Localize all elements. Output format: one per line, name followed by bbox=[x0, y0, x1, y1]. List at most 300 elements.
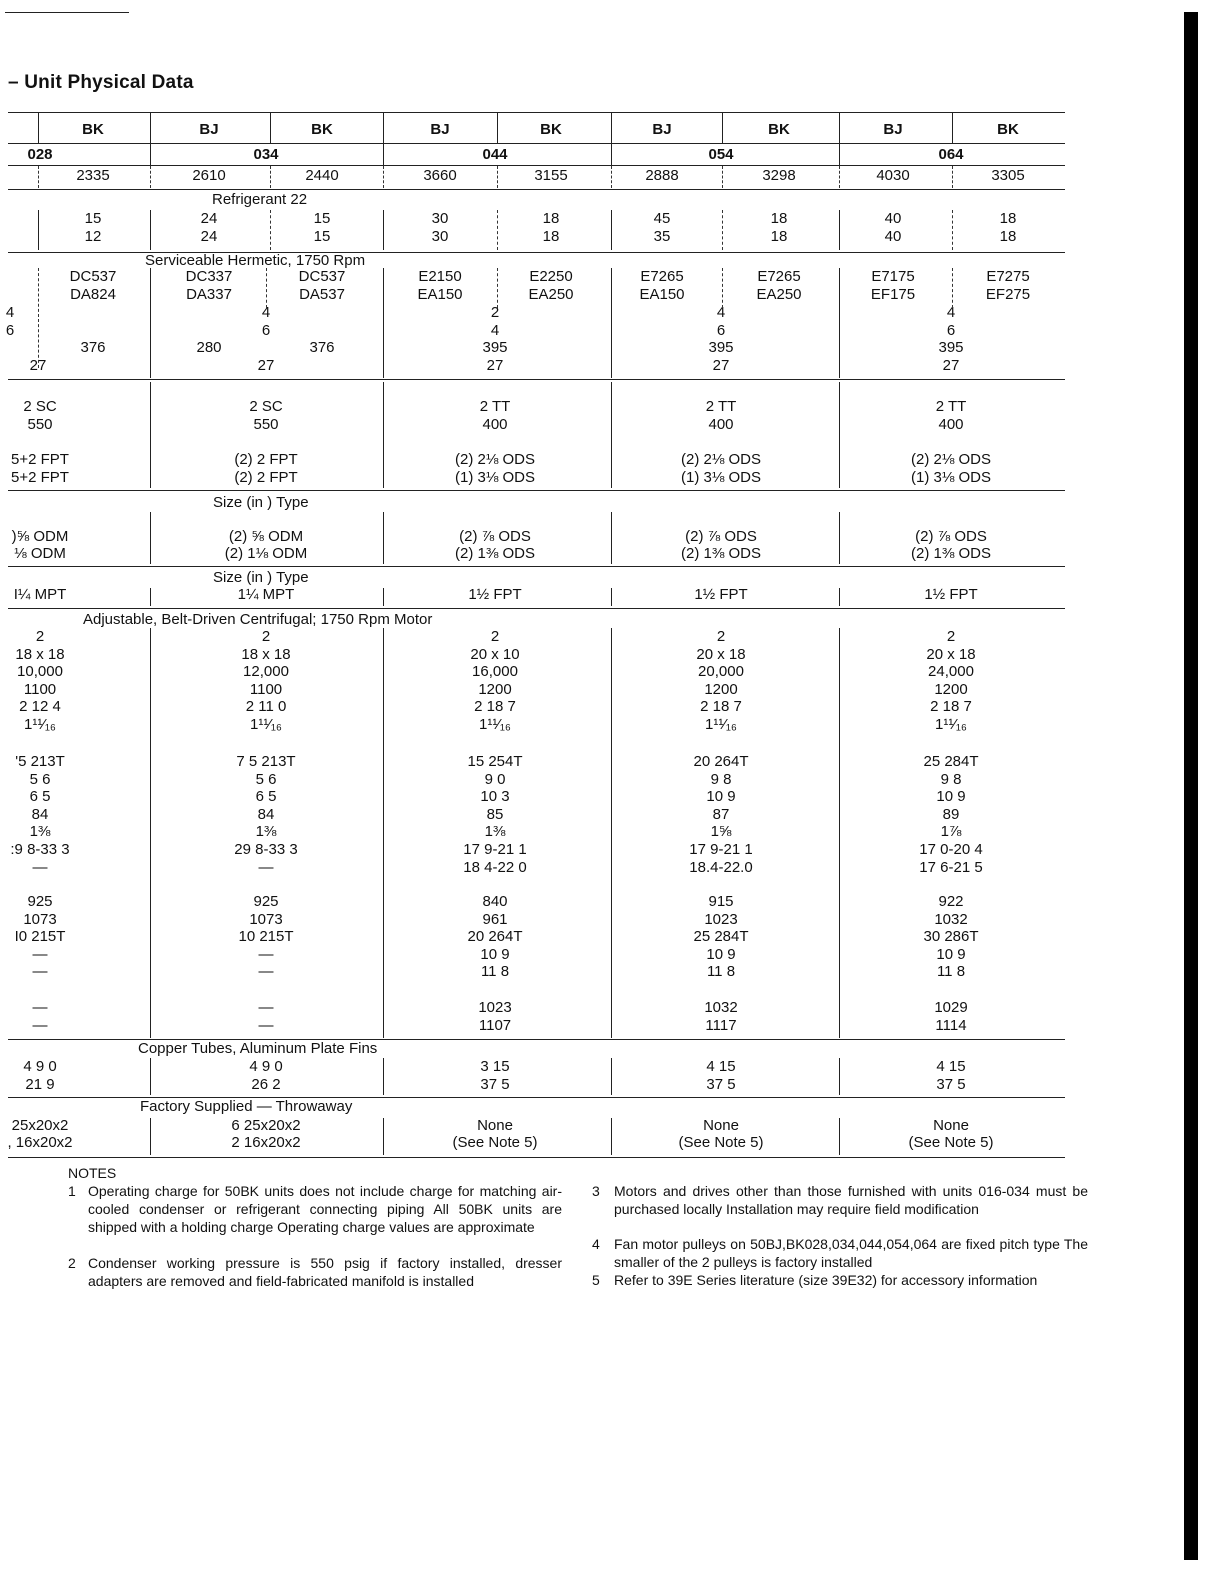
fan-value: 2 bbox=[261, 628, 271, 645]
column-divider bbox=[497, 268, 498, 308]
motor-value: — bbox=[32, 963, 48, 981]
unit-type-header: BK bbox=[540, 121, 562, 138]
note-4 bbox=[592, 1235, 1088, 1271]
fan-value: 20 x 10 bbox=[470, 645, 520, 663]
note-3 bbox=[592, 1182, 1088, 1218]
compressor-value: 27 bbox=[942, 357, 960, 374]
column-divider bbox=[839, 210, 840, 250]
weight-value: 3155 bbox=[534, 167, 568, 184]
note-2 bbox=[68, 1254, 562, 1290]
column-divider bbox=[38, 268, 39, 368]
column-divider bbox=[38, 113, 39, 143]
line-size-value: (2) 1⅜ ODS bbox=[680, 545, 762, 562]
column-divider bbox=[383, 1118, 384, 1155]
line-size-value: (2) 1⅛ ODM bbox=[224, 545, 308, 562]
column-divider bbox=[383, 512, 384, 564]
motor-value: 17 6-21 5 bbox=[919, 858, 983, 876]
weight-value: 2335 bbox=[76, 167, 110, 184]
column-divider bbox=[270, 210, 271, 250]
connection-value: 5+2 FPT bbox=[11, 451, 69, 468]
compressor-model: E7175 bbox=[871, 268, 915, 285]
column-divider bbox=[383, 166, 384, 188]
compressor-label: Serviceable Hermetic, 1750 Rpm bbox=[145, 252, 366, 269]
line-size-value: (2) ⅝ ODM bbox=[228, 528, 304, 545]
connection-value: (2) 2⅛ ODS bbox=[910, 451, 992, 468]
note-1-text: Operating charge for 50BK units does not include charge for matching air-cooled condenser or refrigerant connecting piping All 50BK units are shipped with a holding charge Operating charge values are approximate bbox=[88, 1183, 562, 1235]
fan-value: 2 11 0 bbox=[245, 698, 287, 716]
motor-value: 915 bbox=[708, 893, 734, 910]
top-rule bbox=[5, 12, 129, 13]
column-divider bbox=[497, 166, 498, 188]
column-divider bbox=[383, 588, 384, 606]
column-divider bbox=[611, 382, 612, 488]
header-rule bbox=[8, 143, 1065, 144]
charge-value: 40 bbox=[884, 228, 902, 245]
compressor-model: EA150 bbox=[639, 286, 685, 303]
column-divider bbox=[38, 210, 39, 250]
weight-value: 3660 bbox=[423, 167, 457, 184]
compressor-model: EA250 bbox=[528, 286, 574, 303]
line-size-value: ⅛ ODM bbox=[14, 545, 66, 562]
motor-value: 840 bbox=[482, 893, 508, 910]
motor-value: :9 8-33 3 bbox=[10, 841, 70, 858]
motor-value: — bbox=[32, 1016, 48, 1034]
motor-value: 18 4-22 0 bbox=[463, 858, 527, 876]
refrigerant-label: Refrigerant 22 bbox=[212, 191, 308, 208]
filter-value: (See Note 5) bbox=[452, 1134, 538, 1151]
motor-value: 10 9 bbox=[706, 788, 736, 806]
connection-value: (1) 3⅛ ODS bbox=[680, 469, 762, 486]
column-divider bbox=[270, 166, 271, 188]
valve-value: 550 bbox=[253, 416, 279, 433]
weight-value: 2610 bbox=[192, 167, 226, 184]
column-divider bbox=[270, 113, 271, 143]
fan-value: 20 x 18 bbox=[926, 645, 976, 663]
note-4-number: 4 bbox=[592, 1236, 600, 1252]
compressor-value: 395 bbox=[482, 339, 508, 356]
column-divider bbox=[722, 166, 723, 188]
fan-value: 2 bbox=[716, 628, 726, 645]
coil-value: 37 5 bbox=[480, 1076, 510, 1093]
compressor-value: 2 bbox=[490, 304, 500, 321]
table-top-rule bbox=[8, 112, 1065, 113]
line-size-value: (2) 1⅜ ODS bbox=[910, 545, 992, 562]
compressor-value: 4 bbox=[716, 304, 726, 321]
fan-value: 20,000 bbox=[698, 663, 744, 681]
valve-type: 2 TT bbox=[479, 398, 511, 415]
charge-value: 18 bbox=[999, 210, 1017, 227]
unit-type-header: BK bbox=[311, 121, 333, 138]
column-divider bbox=[839, 628, 840, 1038]
motor-value: 5 6 bbox=[255, 770, 277, 788]
compressor-model: DC337 bbox=[185, 268, 233, 285]
motor-value: 5 6 bbox=[29, 770, 51, 788]
unit-type-header: BJ bbox=[430, 121, 450, 138]
unit-size-header: 028 bbox=[27, 146, 53, 163]
filter-value: (See Note 5) bbox=[908, 1134, 994, 1151]
compressor-value: 6 bbox=[716, 322, 726, 339]
weight-value: 2888 bbox=[645, 167, 679, 184]
row-rule bbox=[8, 566, 1065, 567]
motor-value: — bbox=[32, 945, 48, 963]
column-divider bbox=[150, 166, 151, 188]
column-divider bbox=[383, 628, 384, 1038]
table-bottom-rule bbox=[8, 1157, 1065, 1158]
motor-value: 25 284T bbox=[693, 928, 749, 946]
motor-value: 1107 bbox=[478, 1016, 512, 1034]
compressor-value: 4 bbox=[946, 304, 956, 321]
motor-value: 1073 bbox=[23, 910, 57, 928]
motor-value: 10 9 bbox=[936, 945, 966, 963]
fan-value: 2 bbox=[946, 628, 956, 645]
column-divider bbox=[150, 382, 151, 488]
motor-value: 1⅜ bbox=[255, 823, 277, 841]
fan-value: 24,000 bbox=[928, 663, 974, 681]
column-divider bbox=[722, 210, 723, 250]
unit-type-header: BJ bbox=[652, 121, 672, 138]
motor-value: 29 8-33 3 bbox=[234, 841, 298, 858]
motor-value: — bbox=[258, 858, 274, 876]
fan-value: 1100 bbox=[23, 680, 57, 698]
valve-type: 2 TT bbox=[705, 398, 737, 415]
motor-value: 84 bbox=[257, 805, 275, 823]
drain-value: 1½ FPT bbox=[468, 586, 522, 603]
fan-value: 1200 bbox=[934, 680, 968, 698]
connection-value: (2) 2 FPT bbox=[234, 469, 298, 486]
motor-value: 10 3 bbox=[480, 788, 510, 806]
motor-value: — bbox=[258, 999, 274, 1016]
motor-value: 20 264T bbox=[693, 753, 749, 770]
motor-value: 11 8 bbox=[706, 963, 736, 981]
line-size-value: (2) ⅞ ODS bbox=[685, 528, 757, 545]
motor-value: 89 bbox=[942, 805, 960, 823]
weight-value: 4030 bbox=[876, 167, 910, 184]
charge-value: 12 bbox=[84, 228, 102, 245]
column-divider bbox=[839, 113, 840, 143]
coil-value: 21 9 bbox=[25, 1076, 55, 1093]
charge-value: 40 bbox=[884, 210, 902, 227]
column-divider bbox=[839, 382, 840, 488]
column-divider bbox=[611, 1118, 612, 1155]
motor-value: 1073 bbox=[249, 910, 283, 928]
column-divider bbox=[383, 268, 384, 378]
column-divider bbox=[497, 210, 498, 250]
valve-value: 550 bbox=[27, 416, 53, 433]
drain-value: I¼ MPT bbox=[13, 586, 67, 603]
motor-value: '5 213T bbox=[15, 753, 65, 770]
motor-value: — bbox=[258, 963, 274, 981]
line-size-value: (2) ⅞ ODS bbox=[459, 528, 531, 545]
charge-value: 18 bbox=[542, 210, 560, 227]
charge-value: 15 bbox=[313, 210, 331, 227]
compressor-value: 4 bbox=[5, 304, 15, 321]
column-divider bbox=[150, 210, 151, 250]
charge-value: 45 bbox=[653, 210, 671, 227]
fan-value: 18 x 18 bbox=[15, 645, 65, 663]
filter-label: Factory Supplied — Throwaway bbox=[140, 1098, 353, 1115]
coil-value: 37 5 bbox=[706, 1076, 736, 1093]
fan-value: 2 bbox=[490, 628, 500, 645]
coil-value: 4 9 0 bbox=[249, 1058, 283, 1075]
motor-value: 10 9 bbox=[480, 945, 510, 963]
filter-value: (See Note 5) bbox=[678, 1134, 764, 1151]
compressor-value: 376 bbox=[309, 339, 335, 356]
page-title: – Unit Physical Data bbox=[8, 72, 194, 93]
charge-value: 15 bbox=[84, 210, 102, 227]
column-divider bbox=[611, 268, 612, 378]
fan-value: 2 18 7 bbox=[930, 698, 972, 716]
motor-value: 1114 bbox=[935, 1016, 967, 1034]
connection-value: (1) 3⅛ ODS bbox=[454, 469, 536, 486]
motor-value: 6 5 bbox=[255, 788, 277, 806]
drain-value: 1½ FPT bbox=[694, 586, 748, 603]
motor-value: 9 8 bbox=[710, 770, 732, 788]
page-edge-bar bbox=[1184, 12, 1198, 1560]
motor-value: 10 215T bbox=[238, 928, 294, 946]
fan-value: 1¹¹⁄₁₆ bbox=[479, 716, 511, 733]
compressor-value: 280 bbox=[196, 339, 222, 356]
compressor-value: 395 bbox=[708, 339, 734, 356]
motor-value: — bbox=[32, 858, 48, 876]
note-5-text: Refer to 39E Series literature (size 39E32) for accessory information bbox=[614, 1272, 1038, 1288]
compressor-value: 27 bbox=[29, 357, 47, 374]
charge-value: 18 bbox=[999, 228, 1017, 245]
column-divider bbox=[839, 268, 840, 378]
fan-label: Adjustable, Belt-Driven Centrifugal; 1750 Rpm Motor bbox=[83, 611, 433, 628]
motor-value: 1032 bbox=[934, 910, 968, 928]
motor-value: 1023 bbox=[478, 999, 512, 1016]
column-divider bbox=[150, 588, 151, 606]
charge-value: 15 bbox=[313, 228, 331, 245]
motor-value: 1⅜ bbox=[29, 823, 51, 841]
coil-value: 4 15 bbox=[706, 1058, 736, 1075]
column-divider bbox=[839, 512, 840, 564]
compressor-model: EF275 bbox=[985, 286, 1031, 303]
line-size-value: )⅝ ODM bbox=[11, 528, 69, 545]
column-divider bbox=[383, 143, 384, 165]
column-divider bbox=[266, 268, 267, 308]
compressor-model: E2250 bbox=[529, 268, 573, 285]
fan-value: 1¹¹⁄₁₆ bbox=[24, 716, 56, 733]
motor-value: I0 215T bbox=[14, 928, 66, 946]
note-2-text: Condenser working pressure is 550 psig if factory installed, dresser adapters are removed and field-fabricated manifold is installed bbox=[88, 1255, 562, 1289]
connection-value: (2) 2⅛ ODS bbox=[454, 451, 536, 468]
valve-type: 2 SC bbox=[23, 398, 57, 415]
column-divider bbox=[611, 143, 612, 165]
compressor-model: EA150 bbox=[417, 286, 463, 303]
note-4-text: Fan motor pulleys on 50BJ,BK028,034,044,054,064 are fixed pitch type The smaller of the 2 pulleys is factory installed bbox=[614, 1236, 1088, 1270]
notes-heading: NOTES bbox=[68, 1165, 117, 1181]
compressor-value: 395 bbox=[938, 339, 964, 356]
column-divider bbox=[611, 166, 612, 188]
motor-value: — bbox=[258, 945, 274, 963]
fan-value: 1¹¹⁄₁₆ bbox=[250, 716, 282, 733]
column-divider bbox=[383, 210, 384, 250]
unit-type-header: BJ bbox=[199, 121, 219, 138]
unit-type-header: BK bbox=[82, 121, 104, 138]
column-divider bbox=[150, 143, 151, 165]
motor-value: 87 bbox=[712, 805, 730, 823]
motor-value: 17 9-21 1 bbox=[463, 841, 527, 858]
charge-value: 18 bbox=[542, 228, 560, 245]
column-divider bbox=[722, 113, 723, 143]
drain-value: 1¼ MPT bbox=[237, 586, 295, 603]
row-rule bbox=[8, 379, 1065, 380]
fan-value: 1¹¹⁄₁₆ bbox=[705, 716, 737, 733]
compressor-value: 376 bbox=[80, 339, 106, 356]
motor-value: 1032 bbox=[704, 999, 738, 1016]
motor-value: 1⅜ bbox=[484, 823, 506, 841]
connection-value: (2) 2⅛ ODS bbox=[680, 451, 762, 468]
motor-value: 17 0-20 4 bbox=[919, 841, 983, 858]
compressor-model: E2150 bbox=[418, 268, 462, 285]
motor-value: 20 264T bbox=[467, 928, 523, 946]
connection-value: (2) 2 FPT bbox=[234, 451, 298, 468]
fan-value: 2 12 4 bbox=[19, 698, 61, 716]
charge-value: 24 bbox=[200, 228, 218, 245]
note-1-number: 1 bbox=[68, 1183, 76, 1199]
fan-value: 1¹¹⁄₁₆ bbox=[935, 716, 967, 733]
fan-value: 2 bbox=[35, 628, 45, 645]
motor-value: 11 8 bbox=[936, 963, 966, 981]
size-type-label: Size (in ) Type bbox=[213, 494, 309, 511]
filter-value: 2 16x20x2 bbox=[231, 1134, 301, 1151]
filter-value: , 16x20x2 bbox=[7, 1134, 73, 1151]
line-size-value: (2) ⅞ ODS bbox=[915, 528, 987, 545]
note-2-number: 2 bbox=[68, 1255, 76, 1271]
fan-value: 18 x 18 bbox=[241, 645, 291, 663]
motor-value: 9 0 bbox=[484, 770, 506, 788]
column-divider bbox=[150, 113, 151, 143]
column-divider bbox=[952, 210, 953, 250]
unit-size-header: 044 bbox=[482, 146, 508, 163]
column-divider bbox=[611, 210, 612, 250]
column-divider bbox=[150, 1058, 151, 1095]
unit-size-header: 034 bbox=[253, 146, 279, 163]
fan-value: 16,000 bbox=[472, 663, 518, 681]
compressor-model: DC537 bbox=[298, 268, 346, 285]
motor-value: 1029 bbox=[934, 999, 968, 1016]
charge-value: 18 bbox=[770, 228, 788, 245]
column-divider bbox=[611, 628, 612, 1038]
size-type-label: Size (in ) Type bbox=[213, 569, 309, 586]
compressor-value: 6 bbox=[5, 322, 15, 339]
motor-value: 925 bbox=[253, 893, 279, 910]
column-divider bbox=[839, 143, 840, 165]
compressor-model: E7265 bbox=[757, 268, 801, 285]
motor-value: 10 9 bbox=[706, 945, 736, 963]
motor-value: 7 5 213T bbox=[236, 753, 296, 770]
motor-value: 922 bbox=[938, 893, 964, 910]
column-divider bbox=[952, 113, 953, 143]
column-divider bbox=[383, 382, 384, 488]
weight-value: 2440 bbox=[305, 167, 339, 184]
column-divider bbox=[839, 1118, 840, 1155]
fan-value: 20 x 18 bbox=[696, 645, 746, 663]
motor-value: 10 9 bbox=[936, 788, 966, 806]
compressor-model: E7265 bbox=[640, 268, 684, 285]
motor-value: 15 254T bbox=[467, 753, 523, 770]
valve-type: 2 SC bbox=[249, 398, 283, 415]
column-divider bbox=[722, 268, 723, 308]
column-divider bbox=[150, 268, 151, 378]
coil-value: 3 15 bbox=[480, 1058, 510, 1075]
column-divider bbox=[839, 588, 840, 606]
unit-type-header: BK bbox=[768, 121, 790, 138]
motor-value: 1⅞ bbox=[940, 823, 962, 841]
motor-value: 30 286T bbox=[923, 928, 979, 946]
column-divider bbox=[150, 1118, 151, 1155]
motor-value: 84 bbox=[31, 805, 49, 823]
coil-label: Copper Tubes, Aluminum Plate Fins bbox=[138, 1040, 378, 1057]
charge-value: 24 bbox=[200, 210, 218, 227]
motor-value: — bbox=[32, 999, 48, 1016]
charge-value: 35 bbox=[653, 228, 671, 245]
motor-value: 18.4-22.0 bbox=[689, 858, 753, 876]
note-3-number: 3 bbox=[592, 1183, 600, 1199]
fan-value: 12,000 bbox=[243, 663, 289, 681]
note-5-number: 5 bbox=[592, 1272, 600, 1288]
header-rule bbox=[8, 165, 1065, 166]
motor-value: 11 8 bbox=[480, 963, 510, 981]
compressor-model: EA250 bbox=[756, 286, 802, 303]
valve-value: 400 bbox=[938, 416, 964, 433]
filter-value: None bbox=[477, 1117, 513, 1134]
unit-size-header: 064 bbox=[938, 146, 964, 163]
fan-value: 1100 bbox=[249, 680, 283, 698]
line-size-value: (2) 1⅜ ODS bbox=[454, 545, 536, 562]
row-rule bbox=[8, 608, 1065, 609]
filter-value: None bbox=[933, 1117, 969, 1134]
coil-value: 37 5 bbox=[936, 1076, 966, 1093]
weight-value: 3305 bbox=[991, 167, 1025, 184]
motor-value: 1023 bbox=[704, 910, 738, 928]
fan-value: 2 18 7 bbox=[474, 698, 516, 716]
compressor-value: 4 bbox=[261, 304, 271, 321]
charge-value: 18 bbox=[770, 210, 788, 227]
column-divider bbox=[383, 1058, 384, 1095]
column-divider bbox=[611, 588, 612, 606]
column-divider bbox=[839, 166, 840, 188]
compressor-value: 6 bbox=[946, 322, 956, 339]
drain-value: 1½ FPT bbox=[924, 586, 978, 603]
unit-size-header: 054 bbox=[708, 146, 734, 163]
compressor-value: 27 bbox=[486, 357, 504, 374]
motor-value: 9 8 bbox=[940, 770, 962, 788]
coil-value: 4 9 0 bbox=[23, 1058, 57, 1075]
column-divider bbox=[497, 113, 498, 143]
motor-value: 925 bbox=[27, 893, 53, 910]
coil-value: 4 15 bbox=[936, 1058, 966, 1075]
compressor-model: DA337 bbox=[186, 286, 232, 303]
note-5 bbox=[592, 1271, 1088, 1289]
compressor-model: EF175 bbox=[870, 286, 916, 303]
compressor-model: DA537 bbox=[299, 286, 345, 303]
unit-type-header: BJ bbox=[883, 121, 903, 138]
compressor-value: 6 bbox=[261, 322, 271, 339]
column-divider bbox=[611, 1058, 612, 1095]
compressor-value: 27 bbox=[712, 357, 730, 374]
motor-value: 1117 bbox=[705, 1016, 737, 1034]
filter-value: 25x20x2 bbox=[11, 1117, 69, 1134]
fan-value: 2 18 7 bbox=[700, 698, 742, 716]
note-1 bbox=[68, 1182, 562, 1236]
column-divider bbox=[611, 113, 612, 143]
row-rule bbox=[8, 490, 1065, 491]
motor-value: 17 9-21 1 bbox=[689, 841, 753, 858]
row-rule bbox=[8, 189, 1065, 190]
compressor-model: DC537 bbox=[69, 268, 117, 285]
